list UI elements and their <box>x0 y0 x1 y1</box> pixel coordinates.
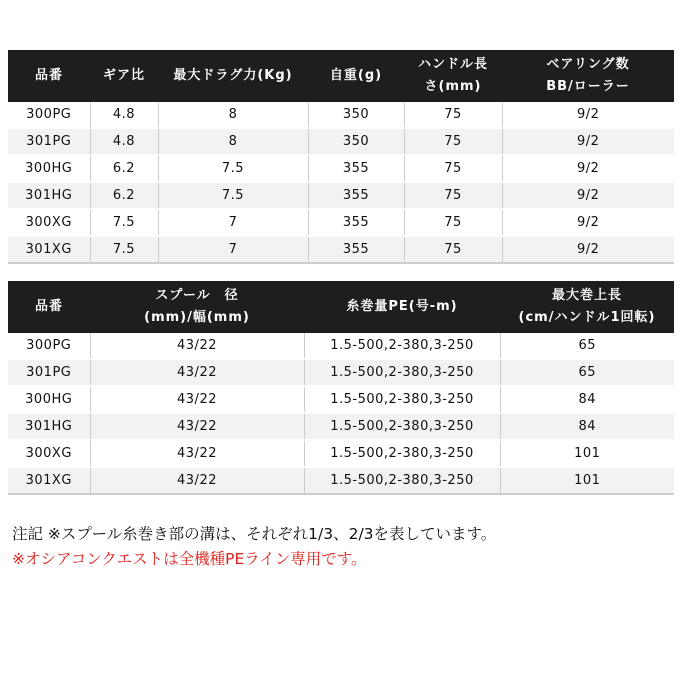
cell-spool-size: 43/22 <box>90 413 304 440</box>
table-row <box>8 209 674 236</box>
cell-max-drag: 8 <box>158 128 308 155</box>
cell-max-retrieve: 84 <box>500 413 674 440</box>
table-header-row <box>8 50 674 102</box>
cell-gear-ratio: 7.5 <box>90 236 158 263</box>
cell-bearings: 9/2 <box>502 155 674 182</box>
cell-gear-ratio: 4.8 <box>90 102 158 128</box>
header-max-drag: 最大ドラグ力(Kg) <box>158 50 308 102</box>
cell-gear-ratio: 7.5 <box>90 209 158 236</box>
table-row <box>8 440 674 467</box>
spec-table-1 <box>8 50 674 264</box>
cell-bearings: 9/2 <box>502 236 674 263</box>
header-handle-length: ハンドル長 さ(mm) <box>404 50 502 102</box>
table-row <box>8 386 674 413</box>
table-row <box>8 359 674 386</box>
header-line-capacity: 糸巻量PE(号-m) <box>304 281 500 333</box>
cell-max-drag: 8 <box>158 102 308 128</box>
table-header-row <box>8 281 674 333</box>
cell-model: 300HG <box>8 155 90 182</box>
header-spool-size: スプール 径 (mm)/幅(mm) <box>90 281 304 333</box>
cell-line-capacity: 1.5-500,2-380,3-250 <box>304 359 500 386</box>
cell-bearings: 9/2 <box>502 128 674 155</box>
cell-handle-length: 75 <box>404 128 502 155</box>
cell-model: 300PG <box>8 333 90 359</box>
cell-handle-length: 75 <box>404 102 502 128</box>
cell-gear-ratio: 6.2 <box>90 182 158 209</box>
header-model: 品番 <box>8 50 90 102</box>
cell-gear-ratio: 4.8 <box>90 128 158 155</box>
table-row <box>8 155 674 182</box>
cell-weight: 355 <box>308 155 404 182</box>
cell-model: 300XG <box>8 209 90 236</box>
cell-model: 301PG <box>8 359 90 386</box>
cell-handle-length: 75 <box>404 155 502 182</box>
header-gear-ratio: ギア比 <box>90 50 158 102</box>
cell-max-retrieve: 101 <box>500 467 674 494</box>
cell-max-drag: 7 <box>158 209 308 236</box>
header-model: 品番 <box>8 281 90 333</box>
cell-line-capacity: 1.5-500,2-380,3-250 <box>304 440 500 467</box>
cell-model: 300PG <box>8 102 90 128</box>
note-spool-groove: 注記 ※スプール糸巻き部の溝は、それぞれ1/3、2/3を表しています。 <box>12 525 497 543</box>
cell-line-capacity: 1.5-500,2-380,3-250 <box>304 467 500 494</box>
cell-max-retrieve: 101 <box>500 440 674 467</box>
cell-model: 301HG <box>8 182 90 209</box>
cell-model: 300HG <box>8 386 90 413</box>
cell-bearings: 9/2 <box>502 102 674 128</box>
cell-weight: 355 <box>308 209 404 236</box>
table-row <box>8 467 674 494</box>
cell-model: 300XG <box>8 440 90 467</box>
cell-weight: 355 <box>308 182 404 209</box>
header-max-retrieve: 最大巻上長 (cm/ハンドル1回転) <box>500 281 674 333</box>
cell-max-retrieve: 65 <box>500 359 674 386</box>
cell-weight: 350 <box>308 102 404 128</box>
table-row <box>8 182 674 209</box>
cell-spool-size: 43/22 <box>90 440 304 467</box>
cell-spool-size: 43/22 <box>90 359 304 386</box>
cell-model: 301HG <box>8 413 90 440</box>
cell-line-capacity: 1.5-500,2-380,3-250 <box>304 333 500 359</box>
notes <box>12 522 672 572</box>
cell-handle-length: 75 <box>404 236 502 263</box>
cell-max-drag: 7.5 <box>158 182 308 209</box>
cell-line-capacity: 1.5-500,2-380,3-250 <box>304 386 500 413</box>
cell-bearings: 9/2 <box>502 182 674 209</box>
table-row <box>8 236 674 263</box>
cell-max-drag: 7.5 <box>158 155 308 182</box>
cell-handle-length: 75 <box>404 182 502 209</box>
table-row <box>8 413 674 440</box>
table-row <box>8 102 674 128</box>
cell-max-retrieve: 65 <box>500 333 674 359</box>
cell-model: 301XG <box>8 236 90 263</box>
table-row <box>8 128 674 155</box>
cell-handle-length: 75 <box>404 209 502 236</box>
cell-weight: 355 <box>308 236 404 263</box>
cell-spool-size: 43/22 <box>90 333 304 359</box>
cell-gear-ratio: 6.2 <box>90 155 158 182</box>
table-row <box>8 333 674 359</box>
cell-spool-size: 43/22 <box>90 467 304 494</box>
cell-spool-size: 43/22 <box>90 386 304 413</box>
header-weight: 自重(g) <box>308 50 404 102</box>
cell-line-capacity: 1.5-500,2-380,3-250 <box>304 413 500 440</box>
cell-bearings: 9/2 <box>502 209 674 236</box>
cell-model: 301PG <box>8 128 90 155</box>
cell-weight: 350 <box>308 128 404 155</box>
spec-table-2 <box>8 281 674 495</box>
cell-max-drag: 7 <box>158 236 308 263</box>
header-bearings: ベアリング数 BB/ローラー <box>502 50 674 102</box>
note-pe-line-only: ※オシアコンクエストは全機種PEライン専用です。 <box>12 550 367 568</box>
cell-max-retrieve: 84 <box>500 386 674 413</box>
cell-model: 301XG <box>8 467 90 494</box>
